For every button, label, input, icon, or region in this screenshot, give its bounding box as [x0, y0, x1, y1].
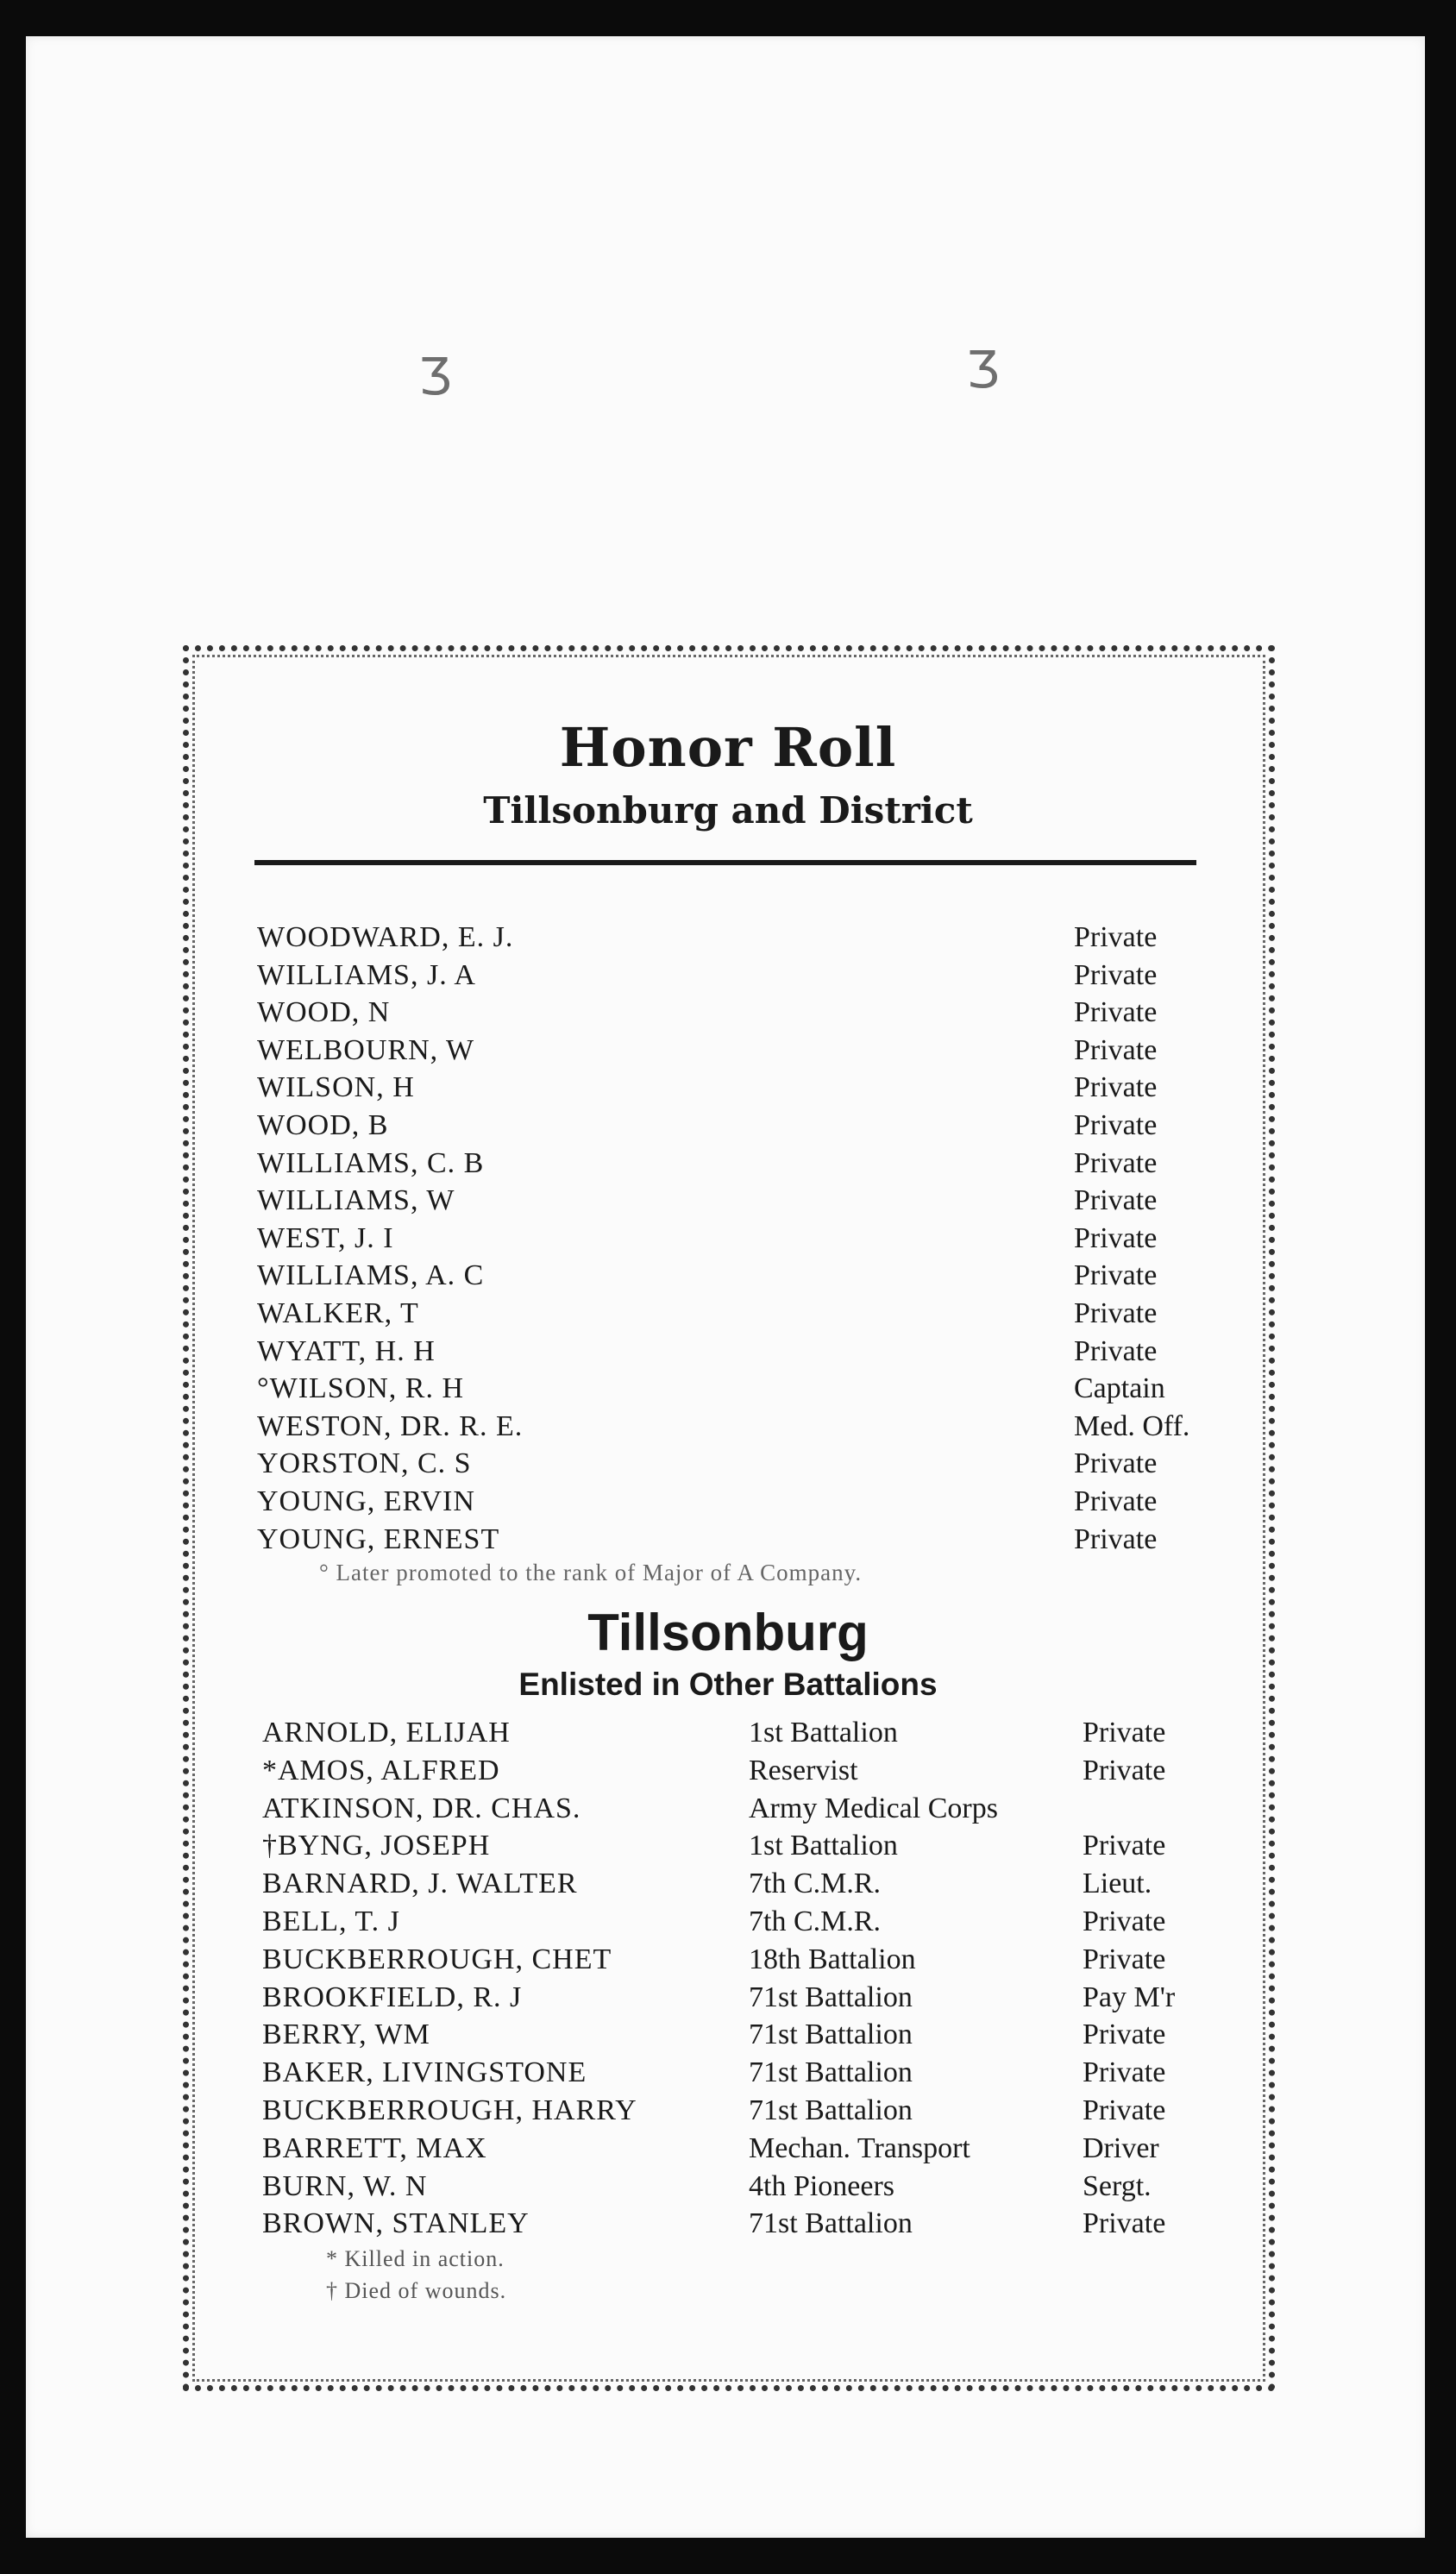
- soldier-unit: 71st Battalion: [749, 2207, 913, 2240]
- soldier-unit: 71st Battalion: [749, 1981, 913, 2013]
- soldier-rank: Private: [1083, 2056, 1166, 2089]
- soldier-name: WELBOURN, W: [257, 1033, 475, 1066]
- soldier-rank: Private: [1074, 1109, 1158, 1141]
- soldier-rank: Private: [1074, 1485, 1158, 1517]
- list-item: [0, 1905, 1456, 1943]
- soldier-name: BUCKBERROUGH, HARRY: [262, 2094, 637, 2126]
- binding-hole-mark-right: Ʒ: [966, 340, 1000, 399]
- soldier-name: WILLIAMS, W: [257, 1184, 455, 1217]
- soldier-rank: Private: [1074, 996, 1158, 1029]
- soldier-name: WILLIAMS, C. B: [257, 1146, 485, 1179]
- soldier-rank: Private: [1074, 1297, 1158, 1329]
- soldier-rank: Private: [1083, 1943, 1166, 1975]
- list-item: [0, 2207, 1456, 2245]
- soldier-unit: 4th Pioneers: [749, 2169, 895, 2202]
- soldier-unit: 7th C.M.R.: [749, 1905, 882, 1937]
- soldier-rank: Private: [1083, 1754, 1166, 1786]
- soldier-name: BROOKFIELD, R. J: [262, 1981, 523, 2013]
- soldier-name: YORSTON, C. S: [257, 1447, 472, 1480]
- soldier-name: ARNOLD, ELIJAH: [262, 1717, 511, 1748]
- soldier-name: WILLIAMS, A. C: [257, 1259, 485, 1292]
- soldier-unit: Mechan. Transport: [749, 2131, 970, 2164]
- soldier-rank: Lieut.: [1083, 1868, 1152, 1900]
- list-item: [0, 2018, 1456, 2056]
- soldier-name: °WILSON, R. H: [257, 1372, 465, 1405]
- soldier-rank: Private: [1074, 958, 1158, 991]
- soldier-rank: Private: [1074, 1522, 1158, 1555]
- soldier-unit: Reservist: [749, 1754, 858, 1786]
- soldier-unit: 71st Battalion: [749, 2056, 913, 2089]
- legend-killed: * Killed in action.: [326, 2246, 505, 2271]
- soldier-name: BURN, W. N: [262, 2169, 428, 2202]
- soldier-name: WILLIAMS, J. A: [257, 958, 476, 991]
- soldier-rank: Private: [1074, 921, 1158, 953]
- page-title: Honor Roll: [559, 716, 897, 779]
- soldier-rank: Private: [1074, 1259, 1158, 1292]
- soldier-name: WEST, J. I: [257, 1221, 394, 1254]
- soldier-rank: Private: [1074, 1334, 1158, 1367]
- district-footnote: ° Later promoted to the rank of Major of A Company.: [319, 1560, 863, 1585]
- soldier-name: BROWN, STANLEY: [262, 2207, 530, 2240]
- list-item: [0, 2094, 1456, 2132]
- section-subtitle: Enlisted in Other Battalions: [518, 1667, 938, 1702]
- soldier-unit: 1st Battalion: [749, 1717, 898, 1748]
- soldier-name: *AMOS, ALFRED: [262, 1754, 500, 1786]
- soldier-name: WOOD, N: [257, 996, 391, 1029]
- soldier-name: BELL, T. J: [262, 1905, 400, 1937]
- soldier-name: BARRETT, MAX: [262, 2131, 487, 2164]
- list-item: [0, 1868, 1456, 1905]
- soldier-unit: 71st Battalion: [749, 2094, 913, 2126]
- list-item: [0, 1792, 1456, 1830]
- list-item: [0, 2056, 1456, 2094]
- soldier-name: WALKER, T: [257, 1297, 419, 1329]
- soldier-name: ATKINSON, DR. CHAS.: [262, 1792, 581, 1824]
- list-item: [0, 1981, 1456, 2019]
- soldier-name: WESTON, DR. R. E.: [257, 1409, 524, 1442]
- soldier-name: BERRY, WM: [262, 2018, 430, 2051]
- soldier-rank: Private: [1074, 1071, 1158, 1104]
- soldier-rank: Private: [1074, 1184, 1158, 1217]
- soldier-name: WILSON, H: [257, 1071, 415, 1104]
- list-item: [0, 2132, 1456, 2170]
- soldier-unit: 7th C.M.R.: [749, 1868, 882, 1900]
- list-item: [0, 1830, 1456, 1868]
- soldier-rank: Med. Off.: [1074, 1409, 1190, 1442]
- soldier-rank: Private: [1083, 1717, 1166, 1748]
- soldier-name: WOOD, B: [257, 1109, 389, 1141]
- section-title: Tillsonburg: [587, 1604, 869, 1661]
- soldier-name: †BYNG, JOSEPH: [262, 1830, 491, 1862]
- soldier-name: WYATT, H. H: [257, 1334, 436, 1367]
- soldier-rank: Pay M'r: [1083, 1981, 1176, 2013]
- soldier-rank: Sergt.: [1083, 2169, 1152, 2202]
- soldier-name: WOODWARD, E. J.: [257, 921, 514, 953]
- soldier-unit: Army Medical Corps: [749, 1792, 998, 1824]
- soldier-rank: Private: [1074, 1033, 1158, 1066]
- soldier-rank: Private: [1074, 1221, 1158, 1254]
- soldier-rank: Private: [1083, 2018, 1166, 2051]
- soldier-rank: Private: [1083, 1905, 1166, 1937]
- soldier-name: YOUNG, ERNEST: [257, 1522, 500, 1555]
- soldier-name: YOUNG, ERVIN: [257, 1485, 475, 1517]
- legend-died: † Died of wounds.: [326, 2278, 507, 2303]
- soldier-name: BUCKBERROUGH, CHET: [262, 1943, 612, 1975]
- binding-hole-mark-left: Ʒ: [418, 347, 452, 405]
- list-item: [0, 2170, 1456, 2208]
- list-item: [0, 1943, 1456, 1981]
- soldier-rank: Private: [1074, 1146, 1158, 1179]
- soldier-rank: Private: [1083, 1830, 1166, 1862]
- soldier-name: BAKER, LIVINGSTONE: [262, 2056, 587, 2089]
- soldier-rank: Driver: [1083, 2131, 1159, 2164]
- soldier-rank: Captain: [1074, 1372, 1165, 1405]
- soldier-rank: Private: [1074, 1447, 1158, 1480]
- soldier-name: BARNARD, J. WALTER: [262, 1868, 578, 1900]
- soldier-rank: Private: [1083, 2207, 1166, 2240]
- soldier-unit: 18th Battalion: [749, 1943, 916, 1975]
- list-item: [0, 1717, 1456, 1755]
- list-item: [0, 1755, 1456, 1792]
- soldier-unit: 71st Battalion: [749, 2018, 913, 2051]
- soldier-unit: 1st Battalion: [749, 1830, 898, 1862]
- page-subtitle: Tillsonburg and District: [483, 789, 973, 832]
- soldier-rank: Private: [1083, 2094, 1166, 2126]
